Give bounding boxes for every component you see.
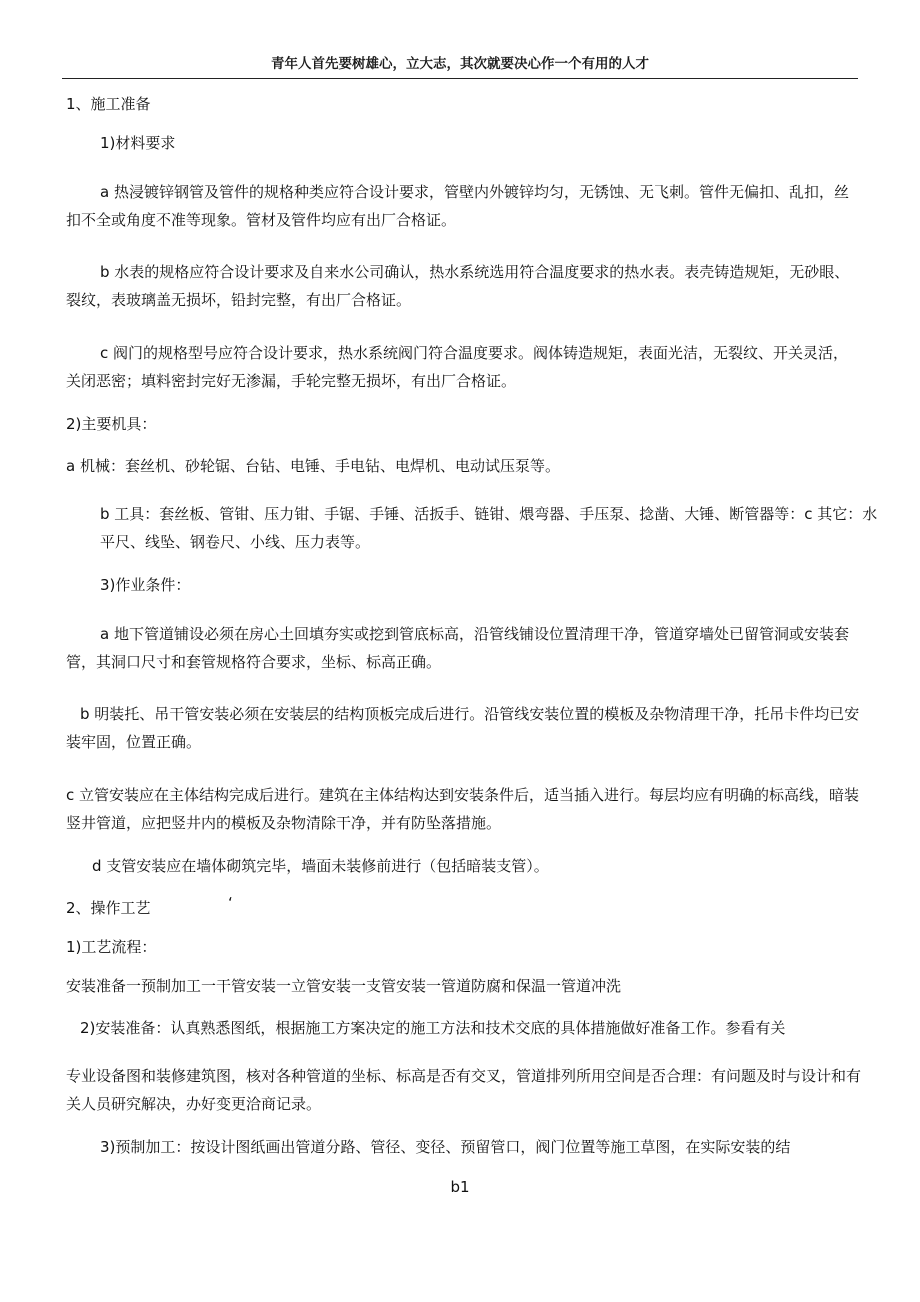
paragraph-material-c: c 阀门的规格型号应符合设计要求，热水系统阀门符合温度要求。阀体铸造规矩，表面光洁，无裂纹、开关灵活，关闭恶密；填料密封完好无渗漏，手轮完整无损坏，有出厂合格证。 xyxy=(66,344,849,390)
section-1-title: 1、施工准备 xyxy=(66,95,151,113)
subsection-process-flow: 1)工艺流程： xyxy=(66,938,157,956)
paragraph-condition-b: b 明装托、吊干管安装必须在安装层的结构顶板完成后进行。沿管线安装位置的模板及杂物清理干净，托吊卡件均已安装牢固，位置正确。 xyxy=(66,705,860,751)
paragraph-tool-b: b 工具：套丝板、管钳、压力钳、手锯、手锤、活扳手、链钳、煨弯器、手压泵、捻凿、大锤、断管器等：c 其它：水平尺、线坠、钢卷尺、小线、压力表等。 xyxy=(100,505,878,551)
header-divider xyxy=(62,78,858,79)
paragraph-installation-prep-first: 2)安装准备：认真熟悉图纸，根据施工方案决定的施工方法和技术交底的具体措施做好准备工作。参看有关 xyxy=(80,1019,786,1037)
paragraph-installation-prep-rest: 专业设备图和装修建筑图，核对各种管道的坐标、标高是否有交叉，管道排列所用空间是否合理：有问题及时与设计和有关人员研究解决，办好变更洽商记录。 xyxy=(66,1067,862,1113)
paragraph-condition-c: c 立管安装应在主体结构完成后进行。建筑在主体结构达到安装条件后，适当插入进行。每层均应有明确的标高线，暗装竖井管道，应把竖井内的模板及杂物清除干净，并有防坠落措施。 xyxy=(66,786,860,832)
paragraph-prefabrication: 3)预制加工：按设计图纸画出管道分路、管径、变径、预留管口，阀门位置等施工草图，在实际安装的结 xyxy=(100,1138,791,1156)
stray-mark: ‘ xyxy=(228,894,233,912)
subsection-main-tools: 2)主要机具： xyxy=(66,415,157,433)
paragraph-material-a: a 热浸镀锌钢管及管件的规格种类应符合设计要求，管壁内外镀锌均匀，无锈蚀、无飞刺。管件无偏扣、乱扣，丝扣不全或角度不准等现象。管材及管件均应有出厂合格证。 xyxy=(66,183,849,229)
process-flow-text: 安装准备一预制加工一干管安装一立管安装一支管安装一管道防腐和保温一管道冲洗 xyxy=(66,977,622,995)
subsection-material-requirements: 1)材料要求 xyxy=(100,134,176,152)
section-2-title: 2、操作工艺 xyxy=(66,899,151,917)
paragraph-condition-a: a 地下管道铺设必须在房心土回填夯实或挖到管底标高，沿管线铺设位置清理干净，管道穿墙处已留管洞或安装套管，其洞口尺寸和套管规格符合要求，坐标、标高正确。 xyxy=(66,625,849,671)
header-motto: 青年人首先要树雄心，立大志，其次就要决心作一个有用的人才 xyxy=(271,56,649,72)
paragraph-tool-a: a 机械：套丝机、砂轮锯、台钻、电锤、手电钻、电焊机、电动试压泵等。 xyxy=(66,457,560,475)
subsection-work-conditions: 3)作业条件： xyxy=(100,576,191,594)
page-number: b1 xyxy=(450,1178,470,1196)
paragraph-condition-d: d 支管安装应在墙体砌筑完毕，墙面未装修前进行（包括暗装支管）。 xyxy=(92,857,549,875)
paragraph-material-b: b 水表的规格应符合设计要求及自来水公司确认，热水系统选用符合温度要求的热水表。表壳铸造规矩，无砂眼、裂纹，表玻璃盖无损坏，铅封完整，有出厂合格证。 xyxy=(66,263,850,309)
